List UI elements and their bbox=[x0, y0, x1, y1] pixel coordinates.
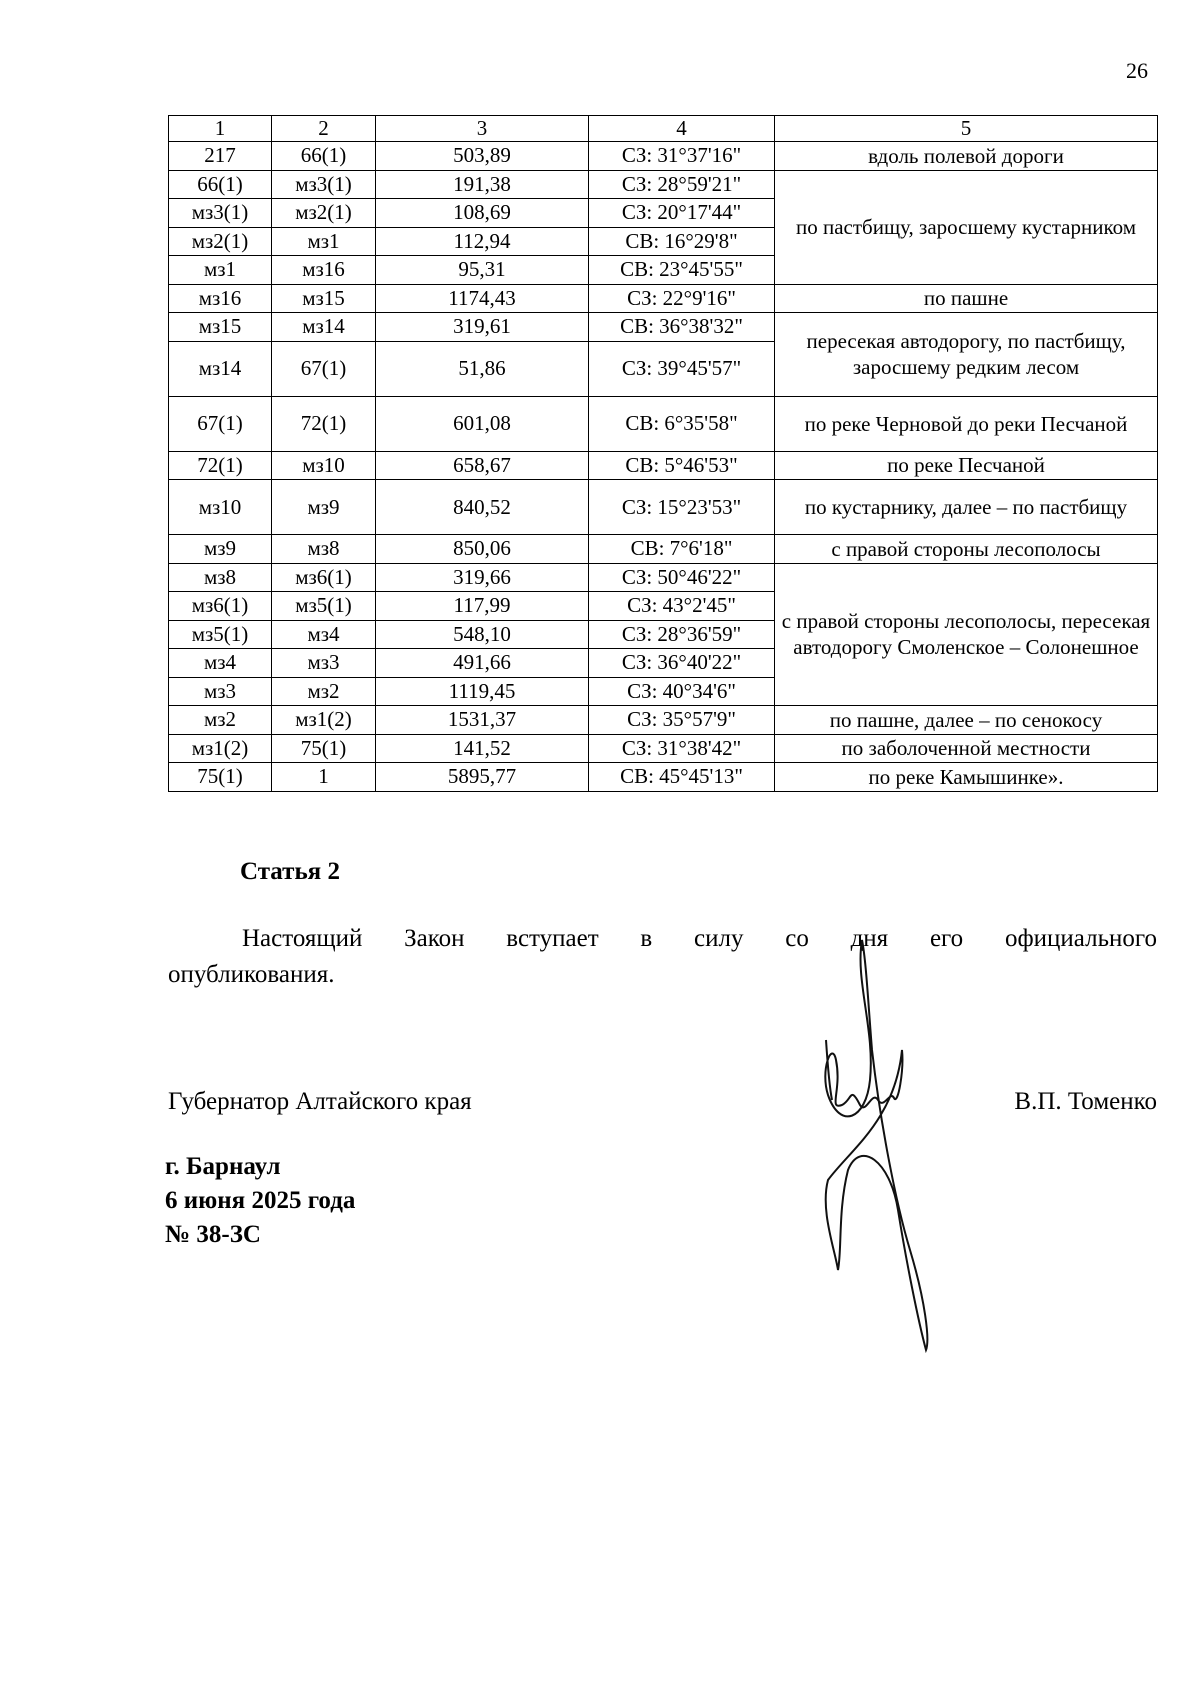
table-row bbox=[169, 170, 1158, 199]
header-cell-2: 2 bbox=[272, 116, 376, 142]
header-cell-5: 5 bbox=[775, 116, 1158, 142]
cell-to-point: 66(1) bbox=[272, 142, 376, 171]
cell-from-point: 217 bbox=[169, 142, 272, 171]
cell-to-point: мз4 bbox=[272, 620, 376, 649]
cell-from-point: мз1(2) bbox=[169, 734, 272, 763]
table-header-row bbox=[169, 116, 1158, 142]
cell-description: вдоль полевой дороги bbox=[775, 142, 1158, 171]
cell-length: 503,89 bbox=[376, 142, 589, 171]
cell-length: 1119,45 bbox=[376, 677, 589, 706]
article-body: Настоящий Закон вступает в силу со дня его официального опубликования. bbox=[168, 925, 1157, 988]
cell-from-point: мз6(1) bbox=[169, 592, 272, 621]
table-row bbox=[169, 706, 1158, 735]
cell-length: 1174,43 bbox=[376, 284, 589, 313]
cell-description: по пашне, далее – по сенокосу bbox=[775, 706, 1158, 735]
cell-length: 658,67 bbox=[376, 451, 589, 480]
cell-to-point: мз14 bbox=[272, 313, 376, 342]
table-row bbox=[169, 480, 1158, 535]
cell-length: 117,99 bbox=[376, 592, 589, 621]
cell-length: 108,69 bbox=[376, 199, 589, 228]
cell-from-point: мз2(1) bbox=[169, 227, 272, 256]
cell-from-point: мз4 bbox=[169, 649, 272, 678]
cell-bearing: СВ: 36°38'32" bbox=[589, 313, 775, 342]
cell-from-point: 66(1) bbox=[169, 170, 272, 199]
cell-bearing: СЗ: 39°45'57" bbox=[589, 341, 775, 396]
cell-to-point: мз3(1) bbox=[272, 170, 376, 199]
cell-description: по пашне bbox=[775, 284, 1158, 313]
table-row bbox=[169, 734, 1158, 763]
cell-to-point: мз15 bbox=[272, 284, 376, 313]
cell-bearing: СЗ: 50°46'22" bbox=[589, 563, 775, 592]
cell-bearing: СЗ: 28°36'59" bbox=[589, 620, 775, 649]
cell-to-point: мз3 bbox=[272, 649, 376, 678]
cell-length: 141,52 bbox=[376, 734, 589, 763]
cell-bearing: СЗ: 43°2'45" bbox=[589, 592, 775, 621]
cell-length: 95,31 bbox=[376, 256, 589, 285]
cell-length: 191,38 bbox=[376, 170, 589, 199]
table-row bbox=[169, 535, 1158, 564]
table-row bbox=[169, 563, 1158, 592]
article-title: Статья 2 bbox=[240, 858, 340, 885]
table-row bbox=[169, 284, 1158, 313]
cell-bearing: СВ: 7°6'18" bbox=[589, 535, 775, 564]
cell-length: 840,52 bbox=[376, 480, 589, 535]
cell-to-point: мз6(1) bbox=[272, 563, 376, 592]
cell-length: 112,94 bbox=[376, 227, 589, 256]
cell-from-point: мз9 bbox=[169, 535, 272, 564]
cell-bearing: СЗ: 15°23'53" bbox=[589, 480, 775, 535]
cell-length: 319,61 bbox=[376, 313, 589, 342]
cell-description: по реке Камышинке». bbox=[775, 763, 1158, 792]
place-date-number bbox=[165, 1150, 355, 1252]
cell-to-point: мз16 bbox=[272, 256, 376, 285]
cell-from-point: 72(1) bbox=[169, 451, 272, 480]
cell-bearing: СЗ: 31°37'16" bbox=[589, 142, 775, 171]
cell-description: по реке Черновой до реки Песчаной bbox=[775, 396, 1158, 451]
cell-from-point: мз10 bbox=[169, 480, 272, 535]
cell-bearing: СВ: 5°46'53" bbox=[589, 451, 775, 480]
cell-length: 5895,77 bbox=[376, 763, 589, 792]
cell-to-point: 75(1) bbox=[272, 734, 376, 763]
table-row bbox=[169, 763, 1158, 792]
cell-from-point: мз3(1) bbox=[169, 199, 272, 228]
cell-from-point: 67(1) bbox=[169, 396, 272, 451]
boundary-table bbox=[168, 115, 1158, 792]
cell-from-point: мз16 bbox=[169, 284, 272, 313]
cell-bearing: СВ: 16°29'8" bbox=[589, 227, 775, 256]
cell-length: 319,66 bbox=[376, 563, 589, 592]
cell-from-point: 75(1) bbox=[169, 763, 272, 792]
table-row bbox=[169, 313, 1158, 342]
table-body bbox=[169, 142, 1158, 792]
cell-description: по реке Песчаной bbox=[775, 451, 1158, 480]
cell-description: с правой стороны лесополосы bbox=[775, 535, 1158, 564]
cell-bearing: СЗ: 40°34'6" bbox=[589, 677, 775, 706]
cell-bearing: СЗ: 36°40'22" bbox=[589, 649, 775, 678]
cell-description: пересекая автодорогу, по пастбищу, заросшему редким лесом bbox=[775, 313, 1158, 397]
cell-from-point: мз2 bbox=[169, 706, 272, 735]
cell-length: 548,10 bbox=[376, 620, 589, 649]
cell-length: 601,08 bbox=[376, 396, 589, 451]
table-row bbox=[169, 451, 1158, 480]
cell-length: 491,66 bbox=[376, 649, 589, 678]
cell-bearing: СЗ: 35°57'9" bbox=[589, 706, 775, 735]
cell-to-point: мз1(2) bbox=[272, 706, 376, 735]
handwritten-signature bbox=[780, 920, 970, 1360]
cell-to-point: 1 bbox=[272, 763, 376, 792]
table-row bbox=[169, 396, 1158, 451]
cell-to-point: мз10 bbox=[272, 451, 376, 480]
header-cell-1: 1 bbox=[169, 116, 272, 142]
cell-bearing: СЗ: 28°59'21" bbox=[589, 170, 775, 199]
cell-bearing: СЗ: 20°17'44" bbox=[589, 199, 775, 228]
cell-bearing: СЗ: 31°38'42" bbox=[589, 734, 775, 763]
law-number: № 38-ЗС bbox=[165, 1221, 261, 1248]
cell-to-point: 67(1) bbox=[272, 341, 376, 396]
cell-length: 1531,37 bbox=[376, 706, 589, 735]
cell-length: 850,06 bbox=[376, 535, 589, 564]
cell-bearing: СВ: 6°35'58" bbox=[589, 396, 775, 451]
cell-to-point: мз2 bbox=[272, 677, 376, 706]
header-cell-4: 4 bbox=[589, 116, 775, 142]
cell-to-point: мз1 bbox=[272, 227, 376, 256]
date: 6 июня 2025 года bbox=[165, 1187, 356, 1214]
governor-position: Губернатор Алтайского края bbox=[168, 1088, 472, 1115]
cell-description: по кустарнику, далее – по пастбищу bbox=[775, 480, 1158, 535]
cell-length: 51,86 bbox=[376, 341, 589, 396]
city: г. Барнаул bbox=[165, 1153, 281, 1180]
cell-bearing: СВ: 45°45'13" bbox=[589, 763, 775, 792]
page-number: 26 bbox=[1126, 58, 1148, 83]
cell-from-point: мз5(1) bbox=[169, 620, 272, 649]
cell-from-point: мз3 bbox=[169, 677, 272, 706]
cell-to-point: 72(1) bbox=[272, 396, 376, 451]
cell-bearing: СВ: 23°45'55" bbox=[589, 256, 775, 285]
cell-bearing: СЗ: 22°9'16" bbox=[589, 284, 775, 313]
cell-description: с правой стороны лесополосы, пересекая автодорогу Смоленское – Солонешное bbox=[775, 563, 1158, 706]
cell-description: по пастбищу, заросшему кустарником bbox=[775, 170, 1158, 284]
cell-from-point: мз15 bbox=[169, 313, 272, 342]
cell-description: по заболоченной местности bbox=[775, 734, 1158, 763]
cell-to-point: мз5(1) bbox=[272, 592, 376, 621]
cell-from-point: мз14 bbox=[169, 341, 272, 396]
cell-from-point: мз1 bbox=[169, 256, 272, 285]
cell-from-point: мз8 bbox=[169, 563, 272, 592]
header-cell-3: 3 bbox=[376, 116, 589, 142]
cell-to-point: мз8 bbox=[272, 535, 376, 564]
table-row bbox=[169, 142, 1158, 171]
governor-name: В.П. Томенко bbox=[1014, 1088, 1157, 1115]
cell-to-point: мз9 bbox=[272, 480, 376, 535]
cell-to-point: мз2(1) bbox=[272, 199, 376, 228]
